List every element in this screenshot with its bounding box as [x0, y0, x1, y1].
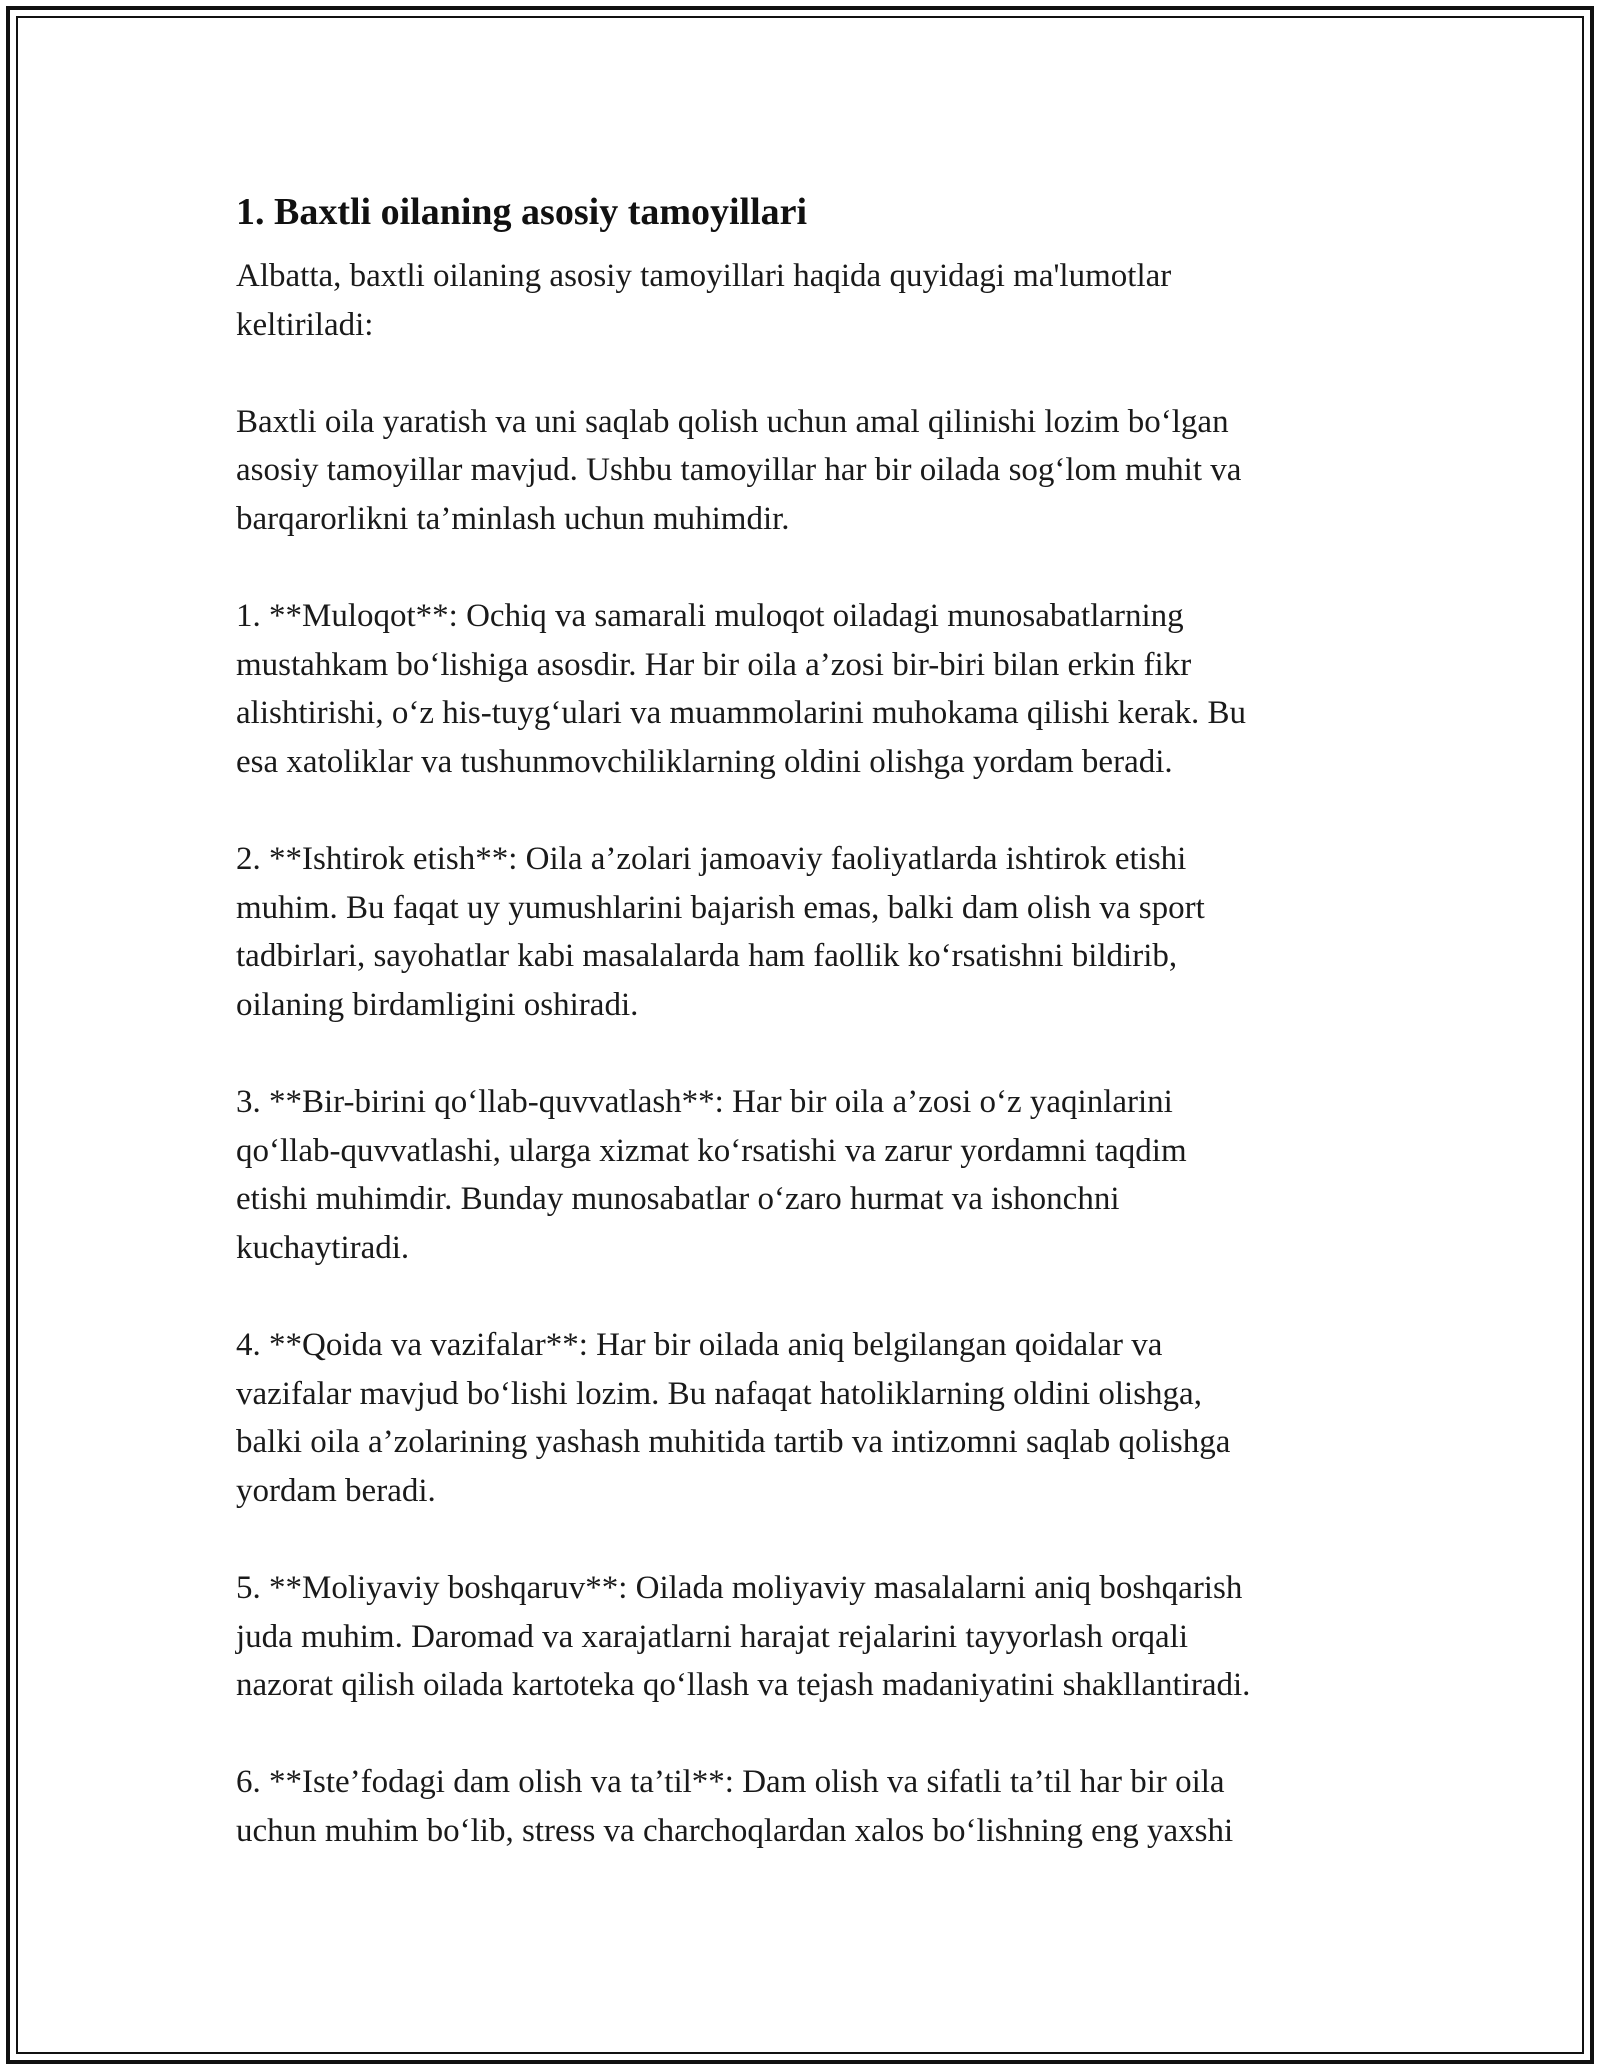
text-line: kuchaytiradi. [236, 1229, 410, 1266]
text-line: oilaning birdamligini oshiradi. [236, 986, 639, 1023]
text-line: 2. **Ishtirok etish**: Oila a’zolari jamoaviy faoliyatlarda ishtirok etishi [236, 841, 1187, 878]
text-line: qo‘llab-quvvatlashi, ularga xizmat ko‘rsatishi va zarur yordamni taqdim [236, 1132, 1187, 1169]
text-line: balki oila a’zolarining yashash muhitida tartib va intizomni saqlab qolishga [236, 1424, 1231, 1461]
paragraph-principle-5 [236, 1564, 1396, 1710]
text-line: esa xatoliklar va tushunmovchiliklarning oldini olishga yordam beradi. [236, 743, 1173, 780]
intro-paragraph [236, 252, 1396, 349]
text-line: muhim. Bu faqat uy yumushlarini bajarish emas, balki dam olish va sport [236, 889, 1205, 926]
text-line: keltiriladi: [236, 306, 374, 343]
text-line: 4. **Qoida va vazifalar**: Har bir oilada aniq belgilangan qoidalar va [236, 1327, 1163, 1364]
text-line: vazifalar mavjud bo‘lishi lozim. Bu nafaqat hatoliklarning oldini olishga, [236, 1375, 1202, 1412]
paragraph-principle-2 [236, 835, 1396, 1029]
paragraph-principle-3 [236, 1078, 1396, 1272]
text-line: 3. **Bir-birini qo‘llab-quvvatlash**: Har bir oila a’zosi o‘z yaqinlarini [236, 1084, 1173, 1121]
text-line: alishtirishi, o‘z his-tuyg‘ulari va muammolarini muhokama qilishi kerak. Bu [236, 695, 1246, 732]
text-line: Baxtli oila yaratish va uni saqlab qolish uchun amal qilinishi lozim bo‘lgan [236, 403, 1229, 440]
document-body [236, 184, 1396, 1856]
text-line: juda muhim. Daromad va xarajatlarni harajat rejalarini tayyorlash orqali [236, 1618, 1189, 1655]
text-line: 1. **Muloqot**: Ochiq va samarali muloqot oiladagi munosabatlarning [236, 598, 1184, 635]
paragraph-principle-4 [236, 1321, 1396, 1515]
text-line: 6. **Iste’fodagi dam olish va ta’til**: Dam olish va sifatli ta’til har bir oila [236, 1764, 1225, 1801]
paragraph-overview [236, 398, 1396, 544]
document-heading: 1. Baxtli oilaning asosiy tamoyillari [236, 191, 808, 233]
text-line: asosiy tamoyillar mavjud. Ushbu tamoyillar har bir oilada sog‘lom muhit va [236, 452, 1242, 489]
text-line: 5. **Moliyaviy boshqaruv**: Oilada moliyaviy masalalarni aniq boshqarish [236, 1570, 1243, 1607]
text-line: Albatta, baxtli oilaning asosiy tamoyillari haqida quyidagi ma'lumotlar [236, 258, 1172, 294]
text-line: mustahkam bo‘lishiga asosdir. Har bir oila a’zosi bir-biri bilan erkin fikr [236, 646, 1192, 683]
text-line: tadbirlari, sayohatlar kabi masalalarda ham faollik ko‘rsatishni bildirib, [236, 938, 1178, 975]
text-line: uchun muhim bo‘lib, stress va charchoqlardan xalos bo‘lishning eng yaxshi [236, 1813, 1234, 1849]
text-line: etishi muhimdir. Bunday munosabatlar o‘zaro hurmat va ishonchni [236, 1181, 1120, 1218]
text-line: nazorat qilish oilada kartoteka qo‘llash va tejash madaniyatini shakllantiradi. [236, 1667, 1251, 1704]
text-line: barqarorlikni ta’minlash uchun muhimdir. [236, 500, 790, 537]
text-line: yordam beradi. [236, 1472, 436, 1509]
paragraph-principle-1 [236, 592, 1396, 786]
paragraph-principle-6 [236, 1758, 1396, 1855]
